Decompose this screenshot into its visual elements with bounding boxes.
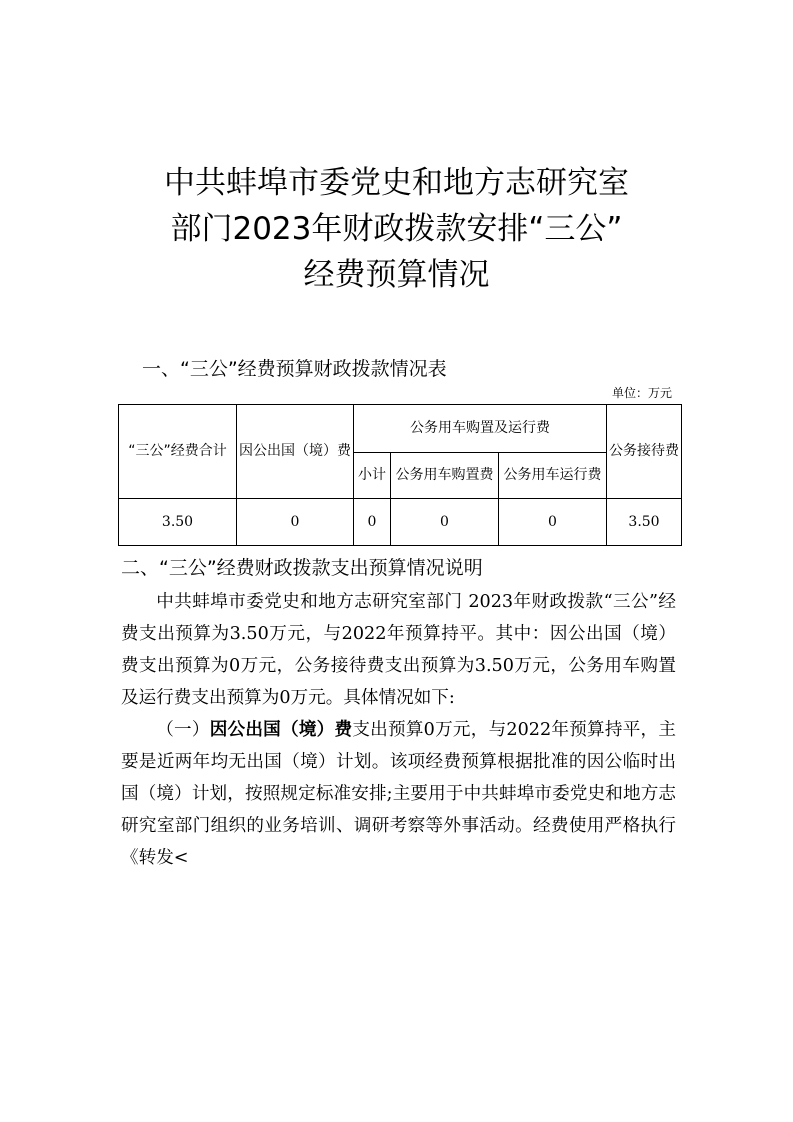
explanation-body [121,586,676,874]
title-line-2: 部门2023年财政拨款安排“三公” [170,211,623,247]
cell-vehicle-purchase: 0 [391,499,499,546]
paragraph-abroad [121,714,676,874]
paragraph-abroad-bold: 因公出国（境）费 [209,720,353,740]
title-line-1: 中共蚌埠市委党史和地方志研究室 [164,165,629,201]
header-vehicle-operation: 公务用车运行费 [499,453,607,499]
title-line-3: 经费预算情况 [303,257,490,293]
cell-reception: 3.50 [607,499,682,546]
table-row [119,499,682,546]
paragraph-summary: 中共蚌埠市委党史和地方志研究室部门 2023年财政拨款“三公”经费支出预算为3.50万元，与2022年预算持平。其中：因公出国（境）费支出预算为0万元，公务接待费支出预算为3.50万元，公务用车购置及运行费支出预算为0万元。具体情况如下: [121,592,676,708]
table-header-row [119,405,682,453]
section-1-heading: 一、“三公”经费预算财政拨款情况表 [142,358,447,380]
paragraph-abroad-text: 支出预算0万元，与2022年预算持平，主要是近两年均无出国（境）计划。该项经费预算根据批准的因公临时出国（境）计划，按照规定标准安排;主要用于中共蚌埠市委党史和地方志研究室部门组织的业务培训、调研考察等外事活动。经费使用严格执行《转发< [121,720,676,868]
budget-table [118,404,682,546]
header-vehicle-purchase: 公务用车购置费 [391,453,499,499]
section-2-heading: 二、“三公”经费财政拨款支出预算情况说明 [121,557,483,579]
document-title [0,160,793,298]
cell-abroad: 0 [237,499,354,546]
header-subtotal: 小计 [354,453,391,499]
header-reception: 公务接待费 [607,405,682,499]
cell-total: 3.50 [119,499,237,546]
cell-subtotal: 0 [354,499,391,546]
header-abroad: 因公出国（境）费 [237,405,354,499]
header-total: “三公”经费合计 [119,405,237,499]
cell-vehicle-operation: 0 [499,499,607,546]
paragraph-abroad-prefix: （一） [156,720,210,740]
unit-label: 单位：万元 [611,386,672,400]
header-vehicle-group: 公务用车购置及运行费 [354,405,607,453]
